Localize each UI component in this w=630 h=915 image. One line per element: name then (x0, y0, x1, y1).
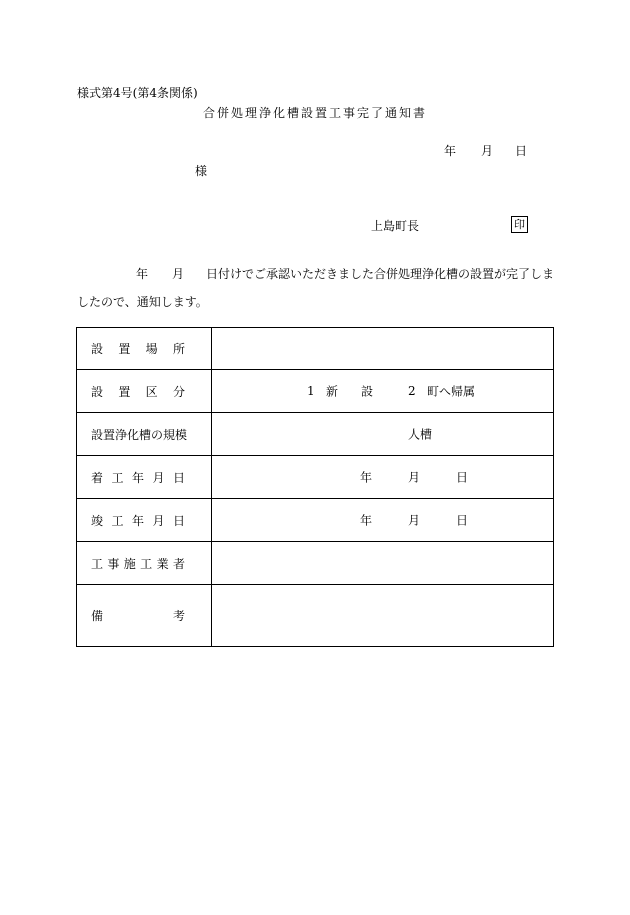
location-field[interactable] (212, 328, 554, 370)
label-char: 工 (140, 556, 153, 571)
option-1-char-b: 設 (361, 384, 374, 399)
table-row (77, 328, 554, 370)
table-row (77, 413, 554, 456)
form-number: 様式第4号(第4条関係) (77, 86, 198, 100)
contractor-label (77, 542, 212, 585)
date-year-label: 年 (444, 144, 457, 158)
body-text-line1: 日付けでご承認いただきました合併処理浄化槽の設置が完了しま (206, 267, 555, 281)
label-char: 所 (172, 342, 185, 356)
label-char: 工 (111, 470, 124, 485)
table-row (77, 499, 554, 542)
location-label (77, 328, 212, 370)
option-2-number[interactable]: 2 (408, 384, 416, 398)
label-char: 着 (91, 470, 104, 485)
label-char: 年 (131, 470, 144, 485)
end-date-field[interactable] (212, 499, 554, 542)
seal-mark: 印 (511, 216, 528, 233)
date-month-label: 月 (481, 144, 494, 158)
scale-label (77, 413, 212, 456)
label-char: 考 (172, 609, 185, 623)
end-month-label: 月 (408, 513, 421, 528)
label-char: 者 (172, 556, 185, 571)
table-row (77, 585, 554, 647)
option-1-number[interactable]: 1 (307, 384, 315, 398)
start-year-label: 年 (360, 470, 373, 485)
label-char: 置 (118, 342, 131, 356)
contractor-field[interactable] (212, 542, 554, 585)
scale-field[interactable] (212, 413, 554, 456)
document-title: 合併処理浄化槽設置工事完了通知書 (203, 106, 428, 120)
scale-unit: 人槽 (408, 427, 433, 442)
start-day-label: 日 (456, 470, 469, 485)
category-field (212, 370, 554, 413)
label-char: 年 (131, 513, 144, 528)
label-char: 日 (172, 470, 185, 485)
label-char: 備 (91, 609, 104, 623)
body-month-label: 月 (172, 267, 185, 281)
label-char: 竣 (91, 513, 104, 528)
label-char: 分 (172, 384, 185, 399)
category-label (77, 370, 212, 413)
remarks-label (77, 585, 212, 647)
option-2-text: 町へ帰属 (427, 384, 476, 399)
issuer-name: 上島町長 (371, 219, 420, 233)
label-char: 月 (152, 513, 165, 528)
table-row (77, 542, 554, 585)
label-char: 設 (91, 342, 104, 356)
end-day-label: 日 (456, 513, 469, 528)
label-char: 区 (145, 384, 158, 399)
addressee-honorific: 様 (195, 164, 208, 178)
table-row (77, 456, 554, 499)
option-1-char-a: 新 (326, 384, 339, 399)
scale-label-text: 設置浄化槽の規模 (91, 427, 188, 442)
label-char: 置 (118, 384, 131, 399)
body-year-label: 年 (136, 267, 149, 281)
label-char: 業 (156, 556, 169, 571)
start-date-label (77, 456, 212, 499)
completion-form-table (76, 327, 554, 647)
label-char: 場 (145, 342, 158, 356)
label-char: 事 (107, 556, 120, 571)
label-char: 設 (91, 384, 104, 399)
table-row (77, 370, 554, 413)
date-day-label: 日 (515, 144, 528, 158)
label-char: 工 (111, 513, 124, 528)
start-date-field[interactable] (212, 456, 554, 499)
remarks-field[interactable] (212, 585, 554, 647)
start-month-label: 月 (408, 470, 421, 485)
label-char: 施 (123, 556, 136, 571)
label-char: 月 (152, 470, 165, 485)
body-text-line2: したので、通知します。 (77, 295, 208, 309)
end-year-label: 年 (360, 513, 373, 528)
end-date-label (77, 499, 212, 542)
label-char: 工 (91, 556, 104, 571)
label-char: 日 (172, 513, 185, 528)
